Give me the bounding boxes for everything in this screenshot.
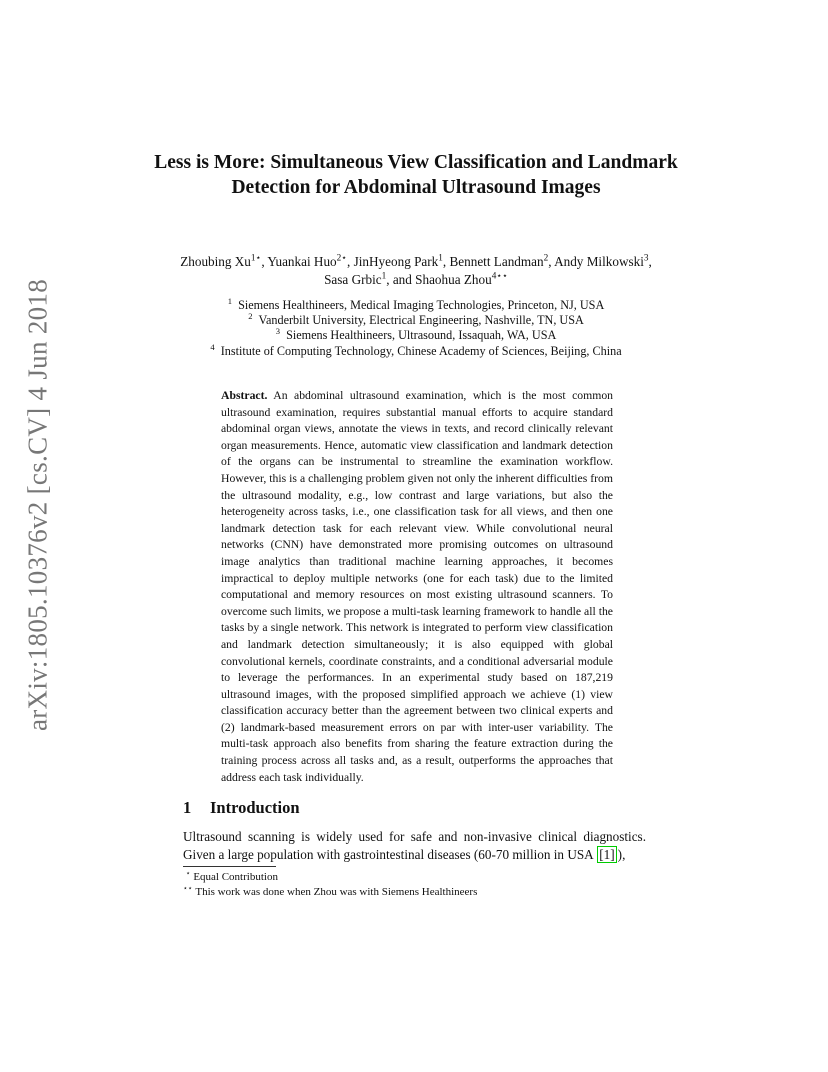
footnotes [183, 870, 477, 900]
footnote-text: This work was done when Zhou was with Siemens Healthineers [195, 886, 478, 898]
affiliation-text: Siemens Healthineers, Medical Imaging Technologies, Princeton, NJ, USA [238, 298, 605, 312]
author-mark: 2 [543, 252, 549, 263]
affiliation-text: Siemens Healthineers, Ultrasound, Issaquah, WA, USA [286, 328, 557, 343]
affiliation-text: Vanderbilt University, Electrical Engineering, Nashville, TN, USA [258, 313, 584, 328]
citation-link[interactable]: [1] [599, 847, 615, 862]
author-name: , and Shaohua Zhou [386, 272, 492, 287]
author-mark: 1⋆ [250, 252, 262, 263]
abstract-label: Abstract. [221, 389, 268, 402]
section-number: 1 [183, 798, 192, 817]
author-mark: 2⋆ [336, 252, 348, 263]
affiliation-number: 4 [210, 341, 215, 352]
arxiv-id: arXiv:1805.10376v2 [cs.CV] 4 Jun 2018 [22, 278, 53, 732]
footnote [183, 885, 477, 900]
footnote-text: Equal Contribution [193, 871, 278, 883]
footnote-rule [183, 866, 276, 867]
affiliation-number: 1 [227, 295, 232, 306]
author-mark: 4⋆⋆ [491, 270, 508, 281]
author-name: , Sasa Grbic [324, 254, 652, 287]
footnote [183, 870, 477, 885]
author-name: , Bennett Landman [442, 254, 544, 269]
abstract [221, 388, 613, 786]
author-name: , Andy Milkowski [548, 254, 644, 269]
author-name: , Yuankai Huo [261, 254, 337, 269]
author-list [175, 253, 657, 289]
affiliation-number: 3 [275, 326, 280, 337]
affiliation-line [160, 341, 672, 359]
abstract-text: An abdominal ultrasound examination, which is the most common ultrasound examination, requires substantial manual efforts to acquire standard abdominal organ views, annotate the views in texts, and record clinically relevant organ measurements. Hence, automatic view classification and landmark detection of the organs can be instrumental to streamline the examination workflow. However, this is a challenging problem given not only the inherent difficulties from the ultrasound modality, e.g., low contrast and large variations, but also the heterogeneity across tasks, i.e., one classification task for all views, and then one landmark detection task for each relevant view. While convolutional neural networks (CNN) have demonstrated more promising outcomes on ultrasound image analytics than traditional machine learning approaches, it becomes impractical to deploy multiple networks (one for each task) due to the limited computational and memory resources on most existing ultrasound scanners. To overcome such limits, we propose a multi-task learning framework to handle all the tasks by a single network. This network is integrated to perform view classification and landmark detection simultaneously; it is also equipped with global convolutional kernels, coordinate constraints, and a conditional adversarial module to leverage the performances. In an experimental study based on 187,219 ultrasound images, with the proposed simplified approach we achieve (1) view classification accuracy better than the agreement between two clinical experts and (2) landmark-based measurement errors on par with inter-user variability. The multi-task approach also benefits from sharing the feature extraction during the training process across all tasks and, as a result, outperforms the approaches that address each task individually. [221, 389, 614, 784]
author-mark: 1 [438, 252, 443, 263]
author-name: Zhoubing Xu [180, 254, 251, 269]
affiliation-text: Institute of Computing Technology, Chinese Academy of Sciences, Beijing, China [220, 343, 622, 358]
intro-text: Ultrasound scanning is widely used for safe and non-invasive clinical diagnostics. Given a large population with gastrointestinal diseases (60-70 million in USA [183, 829, 646, 862]
author-mark: 1 [381, 270, 387, 281]
footnote-mark: ⋆⋆ [183, 883, 193, 893]
section-heading [183, 798, 300, 818]
affiliation-line [160, 295, 672, 313]
affiliations [160, 295, 672, 359]
arxiv-watermark [18, 278, 58, 732]
footnote-mark: ⋆ [185, 868, 191, 878]
affiliation-line [160, 313, 672, 328]
author-name: , JinHyeong Park [347, 254, 439, 269]
intro-text-end: ), [617, 847, 626, 862]
intro-paragraph [183, 828, 646, 864]
paper-title: Less is More: Simultaneous View Classification and Landmark Detection for Abdominal Ultrasound Images [154, 152, 678, 198]
affiliation-line [160, 328, 672, 343]
author-mark: 3 [643, 252, 649, 263]
section-title: Introduction [210, 798, 300, 817]
affiliation-number: 2 [248, 311, 253, 322]
